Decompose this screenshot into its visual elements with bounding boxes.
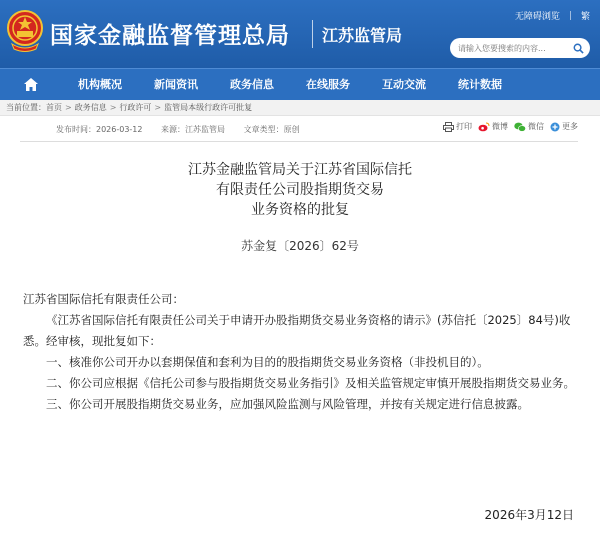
body-paragraph: 《江苏省国际信托有限责任公司关于申请开办股指期货交易业务资格的请示》(苏信托〔2025〕84号)收悉。经审核，现批复如下： (23, 313, 571, 348)
breadcrumb-home[interactable]: 首页 (46, 103, 62, 112)
nav-item-gov-info[interactable]: 政务信息 (230, 77, 274, 91)
breadcrumb-gov-info[interactable]: 政务信息 (74, 103, 107, 112)
breadcrumb-permits[interactable]: 行政许可 (119, 103, 152, 112)
nav-item-about[interactable]: 机构概况 (78, 77, 122, 91)
body-paragraph: 一、核准你公司开办以套期保值和套利为目的的股指期货交易业务资格（非投机目的）。 (46, 355, 489, 369)
printer-icon (443, 122, 454, 132)
breadcrumb-arrow: > (154, 103, 162, 112)
wechat-share-button[interactable] (514, 121, 544, 132)
wechat-icon (514, 122, 526, 132)
subsite-title[interactable]: 江苏监管局 (322, 26, 403, 45)
breadcrumb (0, 100, 600, 116)
accessibility-link[interactable]: 无障碍浏览 (514, 12, 560, 22)
nav-home[interactable] (0, 69, 62, 101)
search-button[interactable] (566, 38, 590, 58)
weibo-icon (478, 122, 490, 132)
title-line-3: 业务资格的批复 (251, 202, 349, 218)
breadcrumb-arrow: > (109, 103, 117, 112)
nav-item-statistics[interactable]: 统计数据 (458, 77, 502, 91)
publish-date: 发布时间：2026-03-12 (56, 125, 143, 134)
body-paragraph: 二、你公司应根据《信托公司参与股指期货交易业务指引》及相关监管规定审慎开展股指期货交易业务。 (46, 376, 575, 390)
wechat-label: 微信 (528, 122, 544, 131)
breadcrumb-arrow: > (65, 103, 72, 112)
search-box (450, 38, 590, 58)
print-button[interactable] (443, 121, 472, 132)
nav-item-news[interactable]: 新闻资讯 (154, 77, 198, 91)
article-meta (20, 116, 578, 142)
title-line-1: 江苏金融监管局关于江苏省国际信托 (188, 162, 412, 178)
site-header (0, 0, 600, 68)
weibo-share-button[interactable] (478, 121, 508, 132)
nav-item-interaction[interactable]: 互动交流 (382, 77, 426, 91)
breadcrumb-current[interactable]: 监管局本级行政许可批复 (164, 103, 253, 112)
search-icon (573, 43, 584, 54)
main-nav (0, 68, 600, 100)
salutation: 江苏省国际信托有限责任公司： (23, 292, 184, 306)
site-title[interactable]: 国家金融监督管理总局 (50, 23, 290, 49)
traditional-chinese-link[interactable]: 繁 (580, 12, 590, 22)
share-bar (437, 121, 578, 132)
article-type: 文章类型：原创 (243, 125, 300, 134)
home-icon (24, 78, 38, 91)
breadcrumb-label: 当前位置： (6, 103, 46, 112)
nav-item-online-service[interactable]: 在线服务 (306, 77, 350, 91)
document-title (0, 160, 600, 220)
link-separator: | (568, 10, 572, 21)
title-divider (312, 20, 313, 48)
more-label: 更多 (562, 122, 578, 131)
title-line-2: 有限责任公司股指期货交易 (216, 182, 384, 198)
search-input[interactable] (450, 44, 566, 53)
document-number: 苏金复〔2026〕62号 (241, 239, 359, 253)
article-source: 来源：江苏监管局 (161, 125, 226, 134)
national-emblem-icon (6, 8, 44, 54)
document-body (0, 289, 600, 415)
signature-date: 2026年3月12日 (484, 508, 574, 522)
body-paragraph: 三、你公司开展股指期货交易业务，应加强风险监测与风险管理，并按有关规定进行信息披露。 (46, 397, 529, 411)
print-label: 打印 (456, 122, 472, 131)
plus-icon (550, 122, 560, 132)
top-links (515, 9, 590, 22)
more-share-button[interactable] (550, 121, 578, 132)
weibo-label: 微博 (492, 122, 508, 131)
